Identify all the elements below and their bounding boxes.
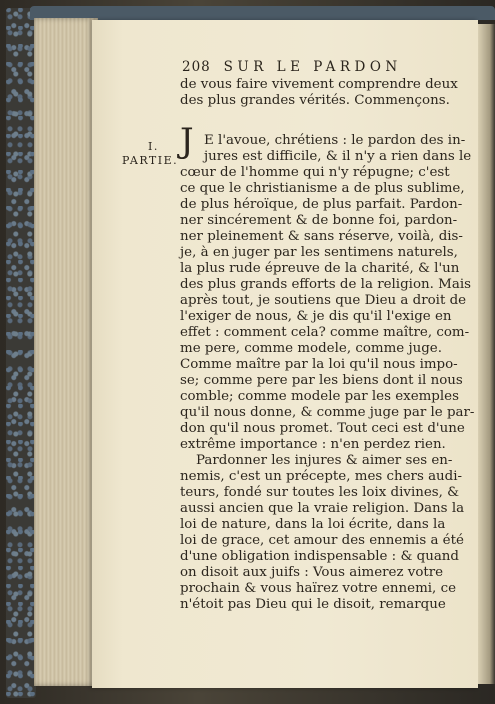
book-top-edge: [30, 6, 495, 20]
text-line: loi de grace, cet amour des ennemis a été: [180, 533, 464, 548]
text-line: d'une obligation indispensable : & quand: [180, 549, 460, 564]
text-line: aussi ancien que la vraie religion. Dans la: [180, 501, 465, 516]
text-line: ce que le christianisme a de plus sublime,: [180, 181, 465, 196]
text-line: teurs, fondé sur toutes les loix divines, &: [180, 485, 460, 500]
page-stack-edges: [34, 18, 98, 686]
text-line: la plus rude épreuve de la charité, & l'un: [180, 261, 460, 276]
text-line: loi de nature, dans la loi écrite, dans la: [180, 517, 446, 532]
text-line: de plus héroïque, de plus parfait. Pardon-: [180, 197, 463, 212]
text-line: l'exiger de nous, & je dis qu'il l'exige en: [180, 309, 452, 324]
marbled-binding: [6, 8, 36, 698]
text-line: extrême importance : n'en perdez rien.: [180, 437, 446, 452]
text-line: ner sincérement & de bonne foi, pardon-: [180, 213, 458, 228]
running-header: [182, 59, 442, 77]
text-line: Pardonner les injures & aimer ses en-: [196, 453, 453, 468]
text-line: ner pleinement & sans réserve, voilà, dis-: [180, 229, 463, 244]
text-line: me pere, comme modele, comme juge.: [180, 341, 442, 356]
text-line: effet : comment cela? comme maître, com-: [180, 325, 470, 340]
text-line: je, à en juger par les sentimens naturels,: [180, 245, 458, 260]
drop-cap: J: [180, 121, 194, 161]
text-line: prochain & vous haïrez votre ennemi, ce: [180, 581, 456, 596]
text-line: Comme maître par la loi qu'il nous impo-: [180, 357, 458, 372]
text-line: des plus grandes vérités. Commençons.: [180, 93, 450, 108]
text-line: de vous faire vivement comprendre deux: [180, 77, 458, 92]
text-line: n'étoit pas Dieu qui le disoit, remarque: [180, 597, 446, 612]
text-line: E l'avoue, chrétiens : le pardon des in-: [204, 133, 466, 148]
text-line: nemis, c'est un précepte, mes chers audi-: [180, 469, 463, 484]
margin-section-label: PARTIE.: [122, 154, 179, 167]
text-line: jures est difficile, & il n'y a rien dans le: [204, 149, 472, 164]
text-line: après tout, je soutiens que Dieu a droit de: [180, 293, 467, 308]
text-line: des plus grands efforts de la religion. Mais: [180, 277, 471, 292]
text-line: qu'il nous donne, & comme juge par le par-: [180, 405, 475, 420]
margin-section-number: I.: [148, 140, 159, 153]
text-line: comble; comme modele par les exemples: [180, 389, 459, 404]
text-line: don qu'il nous promet. Tout ceci est d'une: [180, 421, 465, 436]
page-right-edge: [478, 24, 495, 684]
text-line: cœur de l'homme qui n'y répugne; c'est: [180, 165, 450, 180]
text-line: on disoit aux juifs : Vous aimerez votre: [180, 565, 444, 580]
text-line: se; comme pere par les biens dont il nous: [180, 373, 463, 388]
page-number: 208: [182, 59, 211, 75]
running-title: SUR LE PARDON: [223, 59, 402, 75]
